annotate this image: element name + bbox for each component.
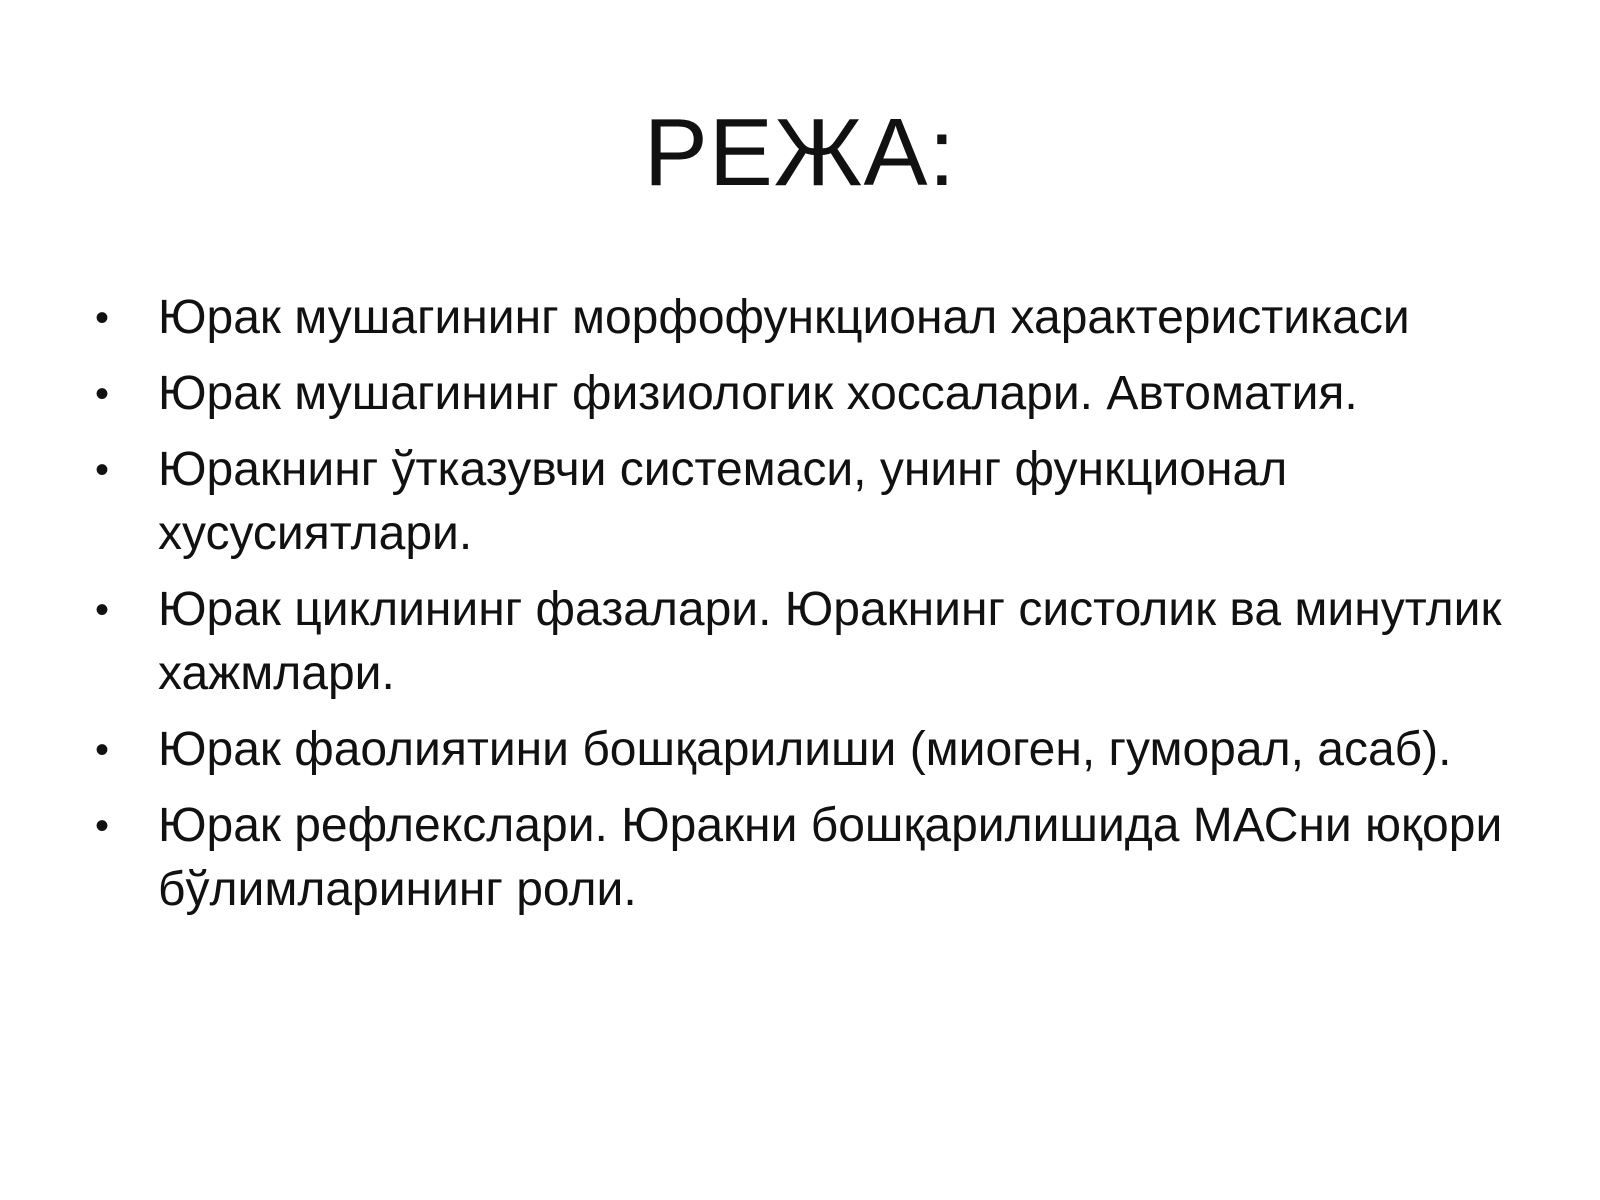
bullet-icon: • xyxy=(95,728,110,772)
list-item xyxy=(95,794,1535,922)
list-item xyxy=(95,286,1535,350)
slide-title: РЕЖА: xyxy=(643,99,957,206)
bullet-icon: • xyxy=(95,804,110,848)
list-item-text: Юрак мушагининг физиологик хоссалари. Автоматия. xyxy=(158,367,1358,420)
bullet-icon: • xyxy=(95,588,110,632)
list-item xyxy=(95,718,1535,782)
list-item-text: Юрак рефлекслари. Юракни бошқарилишида МАСни юқори бўлимларининг роли. xyxy=(158,799,1503,916)
list-item xyxy=(95,362,1535,426)
list-item xyxy=(95,578,1535,706)
list-item-text: Юрак фаолиятини бошқарилиши (миоген, гуморал, асаб). xyxy=(158,723,1452,776)
bullet-icon: • xyxy=(95,296,110,340)
bullet-list xyxy=(95,286,1535,934)
list-item-text: Юракнинг ўтказувчи системаси, унинг функционал хусусиятлари. xyxy=(158,443,1288,560)
list-item xyxy=(95,438,1535,566)
bullet-icon: • xyxy=(95,372,110,416)
bullet-icon: • xyxy=(95,448,110,492)
list-item-text: Юрак мушагининг морфофункционал характеристикаси xyxy=(158,291,1410,344)
list-item-text: Юрак циклининг фазалари. Юракнинг систолик ва минутлик хажмлари. xyxy=(158,583,1502,700)
